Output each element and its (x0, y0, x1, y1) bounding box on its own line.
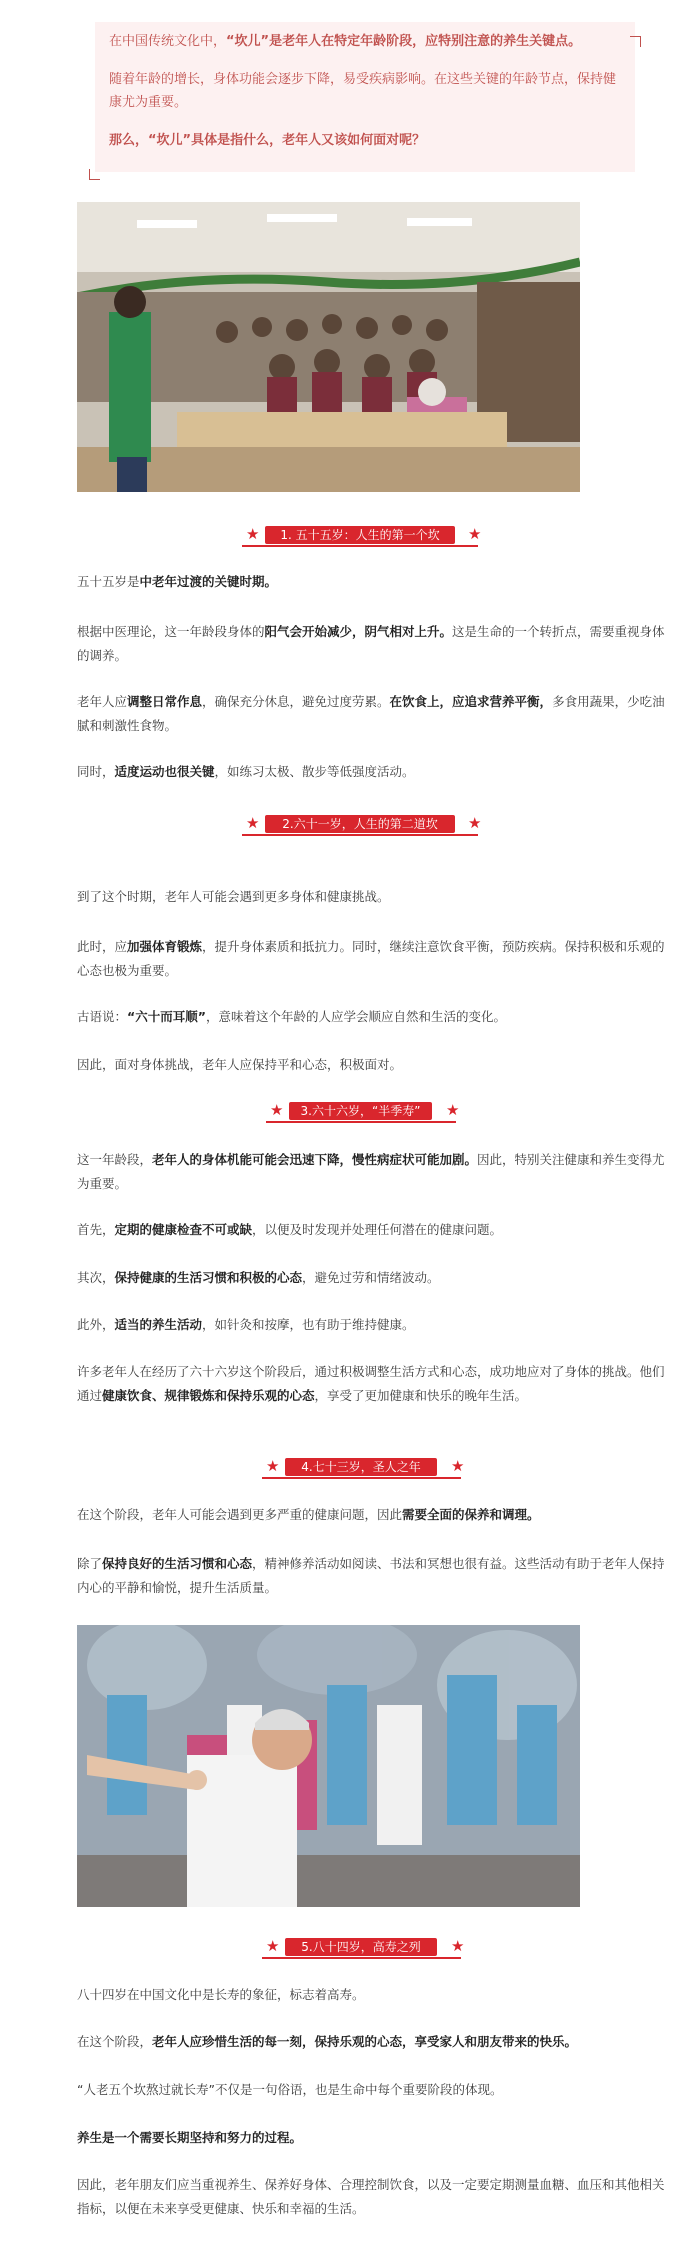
star-icon: ★ (451, 1937, 465, 1955)
s5-paragraph-3: “人老五个坎熬过就长寿”不仅是一句俗语，也是生命中每个重要阶段的体现。 (77, 2082, 503, 2097)
star-icon: ★ (270, 1101, 284, 1119)
s2-paragraph-2: 此时，应加强体育锻炼，提升身体素质和抵抗力。同时，继续注意饮食平衡，预防疾病。保持积极和乐观的心态也极为重要。 (77, 939, 665, 978)
section-4-title: 4.七十三岁，圣人之年 (285, 1458, 437, 1476)
s2-paragraph-4: 因此，面对身体挑战，老年人应保持平和心态，积极面对。 (77, 1057, 403, 1072)
star-icon: ★ (266, 1937, 280, 1955)
s2-paragraph-3: 古语说：“六十而耳顺”，意味着这个年龄的人应学会顺应自然和生活的变化。 (77, 1009, 506, 1024)
s5-paragraph-2: 在这个阶段，老年人应珍惜生活的每一刻，保持乐观的心态，享受家人和朋友带来的快乐。 (77, 2034, 578, 2049)
corner-bracket-top-right (630, 36, 641, 47)
section-2-header (0, 807, 700, 833)
s3-paragraph-5: 许多老年人在经历了六十六岁这个阶段后，通过积极调整生活方式和心态，成功地应对了身体的挑战。他们通过健康饮食、规律锻炼和保持乐观的心态，享受了更加健康和快乐的晚年生活。 (77, 1364, 665, 1403)
s4-paragraph-1: 在这个阶段，老年人可能会遇到更多严重的健康问题，因此需要全面的保养和调理。 (77, 1507, 540, 1522)
star-icon: ★ (451, 1457, 465, 1475)
s3-paragraph-2: 首先，定期的健康检查不可或缺，以便及时发现并处理任何潜在的健康问题。 (77, 1222, 503, 1237)
intro-paragraph-3: 那么，“坎儿”具体是指什么，老年人又该如何面对呢？ (109, 133, 426, 148)
corner-bracket-bottom-left (89, 169, 100, 180)
s3-paragraph-1: 这一年龄段，老年人的身体机能可能会迅速下降，慢性病症状可能加剧。因此，特别关注健康和养生变得尤为重要。 (77, 1152, 665, 1191)
s1-paragraph-3: 老年人应调整日常作息，确保充分休息，避免过度劳累。在饮食上，应追求营养平衡，多食用蔬果，少吃油腻和刺激性食物。 (77, 694, 665, 733)
s5-paragraph-1: 八十四岁在中国文化中是长寿的象征，标志着高寿。 (77, 1987, 365, 2002)
s1-paragraph-4: 同时，适度运动也很关键，如练习太极、散步等低强度活动。 (77, 764, 415, 779)
section-1-header (0, 518, 700, 544)
section-1-title: 1. 五十五岁：人生的第一个坎 (265, 526, 455, 544)
s3-paragraph-3: 其次，保持健康的生活习惯和积极的心态，避免过劳和情绪波动。 (77, 1270, 440, 1285)
section-3-underline (266, 1121, 456, 1123)
section-3-title: 3.六十六岁，“半季寿” (289, 1102, 432, 1120)
section-2-underline (242, 834, 478, 836)
s3-paragraph-4: 此外，适当的养生活动，如针灸和按摩，也有助于维持健康。 (77, 1317, 415, 1332)
section-1-underline (242, 545, 478, 547)
star-icon: ★ (246, 814, 260, 832)
section-3-header (0, 1094, 700, 1120)
s4-paragraph-2: 除了保持良好的生活习惯和心态，精神修养活动如阅读、书法和冥想也很有益。这些活动有助于老年人保持内心的平静和愉悦，提升生活质量。 (77, 1556, 665, 1595)
s5-paragraph-5: 因此，老年朋友们应当重视养生、保养好身体、合理控制饮食，以及一定要定期测量血糖、血压和其他相关指标，以便在未来享受更健康、快乐和幸福的生活。 (77, 2177, 665, 2216)
section-2-title: 2.六十一岁，人生的第二道坎 (265, 815, 455, 833)
star-icon: ★ (468, 525, 482, 543)
star-icon: ★ (468, 814, 482, 832)
s1-paragraph-1: 五十五岁是中老年过渡的关键时期。 (77, 574, 278, 589)
tai-chi-photo (77, 1625, 580, 1907)
seniors-classroom-photo (77, 202, 580, 492)
section-4-underline (262, 1477, 461, 1479)
intro-callout (95, 22, 635, 172)
section-4-header (0, 1450, 700, 1476)
star-icon: ★ (266, 1457, 280, 1475)
s1-paragraph-2: 根据中医理论，这一年龄段身体的阳气会开始减少，阴气相对上升。这是生命的一个转折点，需要重视身体的调养。 (77, 624, 665, 663)
star-icon: ★ (446, 1101, 460, 1119)
star-icon: ★ (246, 525, 260, 543)
intro-paragraph-2: 随着年龄的增长，身体功能会逐步下降，易受疾病影响。在这些关键的年龄节点，保持健康尤为重要。 (109, 72, 617, 110)
section-5-header (0, 1930, 700, 1956)
section-5-title: 5.八十四岁，高寿之列 (285, 1938, 437, 1956)
s5-paragraph-4: 养生是一个需要长期坚持和努力的过程。 (77, 2130, 303, 2145)
intro-paragraph-1: 在中国传统文化中，“坎儿”是老年人在特定年龄阶段，应特别注意的养生关键点。 (109, 34, 582, 49)
section-5-underline (262, 1957, 461, 1959)
s2-paragraph-1: 到了这个时期，老年人可能会遇到更多身体和健康挑战。 (77, 889, 390, 904)
